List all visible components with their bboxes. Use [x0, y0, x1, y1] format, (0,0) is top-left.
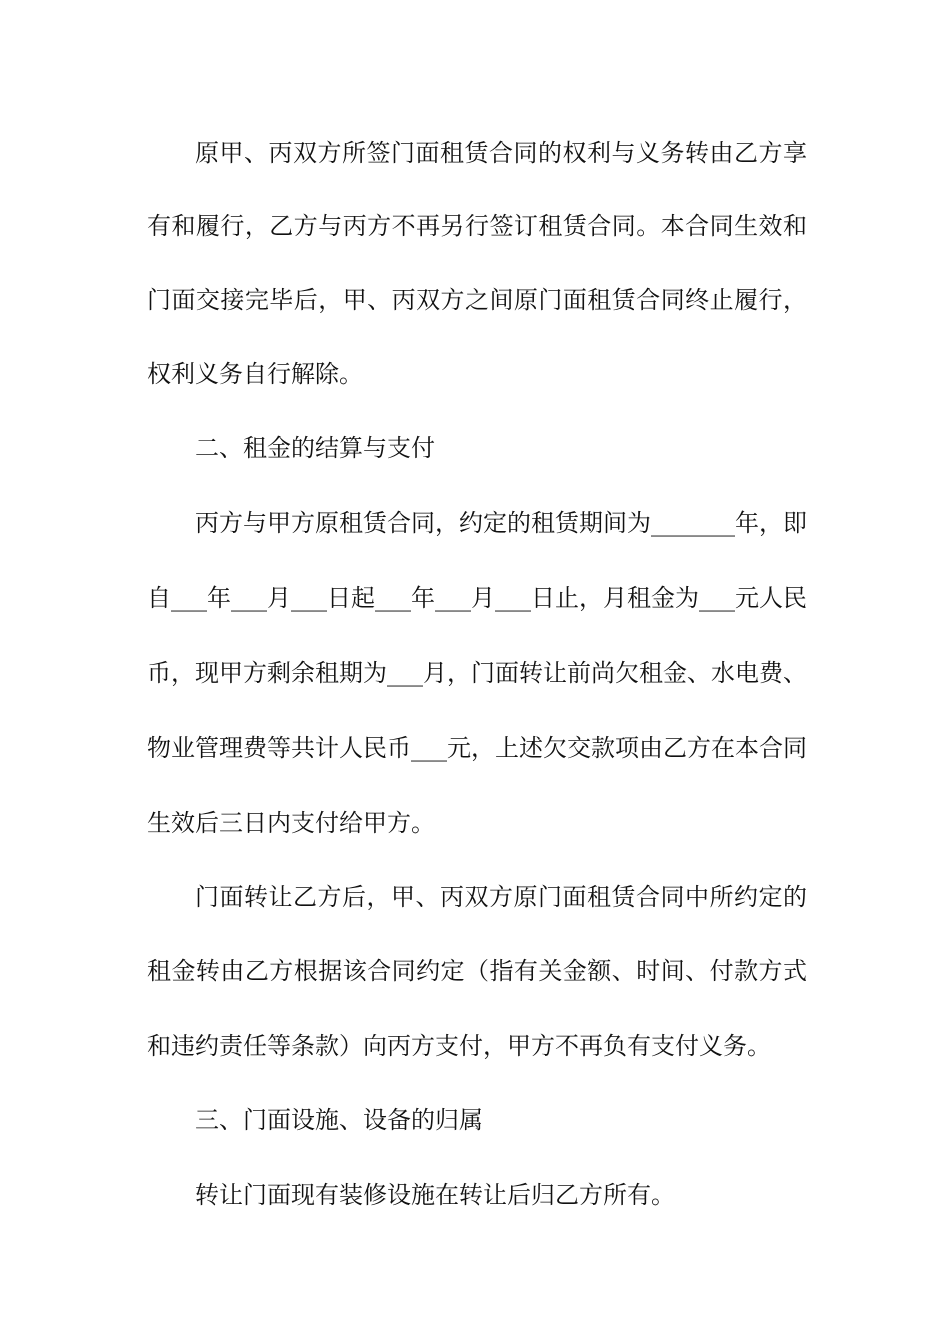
paragraph-3-line-1: 门面转让乙方后，甲、丙双方原门面租赁合同中所约定的 [195, 883, 807, 911]
paragraph-1-line-4: 权利义务自行解除。 [147, 360, 363, 388]
paragraph-3-line-3: 和违约责任等条款）向丙方支付，甲方不再负有支付义务。 [147, 1032, 771, 1060]
paragraph-2-line-3: 币，现甲方剩余租期为___月，门面转让前尚欠租金、水电费、 [147, 659, 807, 687]
paragraph-1-line-1: 原甲、丙双方所签门面租赁合同的权利与义务转由乙方享 [195, 139, 807, 167]
section-heading-2: 二、租金的结算与支付 [195, 434, 435, 462]
paragraph-2-line-4: 物业管理费等共计人民币___元，上述欠交款项由乙方在本合同 [147, 734, 807, 762]
section-heading-3: 三、门面设施、设备的归属 [195, 1106, 483, 1134]
paragraph-1-line-3: 门面交接完毕后，甲、丙双方之间原门面租赁合同终止履行， [147, 286, 807, 314]
paragraph-2-line-1: 丙方与甲方原租赁合同，约定的租赁期间为_______年，即 [195, 509, 807, 537]
paragraph-2-line-2: 自___年___月___日起___年___月___日止，月租金为___元人民 [147, 584, 807, 612]
paragraph-3-line-2: 租金转由乙方根据该合同约定（指有关金额、时间、付款方式 [147, 957, 807, 985]
paragraph-1-line-2: 有和履行，乙方与丙方不再另行签订租赁合同。本合同生效和 [147, 212, 807, 240]
paragraph-4-line-1: 转让门面现有装修设施在转让后归乙方所有。 [195, 1181, 675, 1209]
paragraph-2-line-5: 生效后三日内支付给甲方。 [147, 809, 435, 837]
